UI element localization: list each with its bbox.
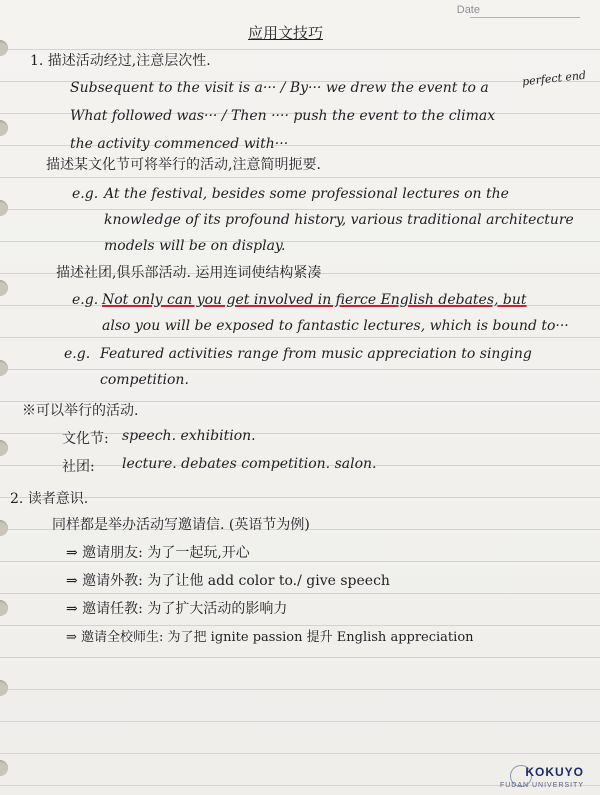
culture-label: 文化节: [62, 431, 109, 447]
eg1-line-a: At the festival, besides some professional lectures on the [104, 186, 509, 202]
notebook-brand: KOKUYO [525, 765, 584, 779]
section2-heading: 2. 读者意识. [10, 491, 89, 507]
eg3-label: e.g. [64, 346, 91, 362]
binder-hole [0, 120, 8, 136]
margin-note: perfect end [521, 68, 587, 89]
binder-hole [0, 360, 8, 376]
invite-item: ⇒ 邀请任教: 为了扩大活动的影响力 [66, 601, 288, 617]
binder-hole [0, 200, 8, 216]
eg1-line-b: knowledge of its profound history, various traditional architecture [104, 212, 574, 228]
eg3-line-a: Featured activities range from music appreciation to singing [100, 346, 532, 362]
section1-line3: the activity commenced with··· [70, 136, 289, 152]
binder-hole [0, 280, 8, 296]
section2-intro: 同样都是举办活动写邀请信. (英语节为例) [52, 517, 310, 533]
binder-hole [0, 40, 8, 56]
invite-item: ⇒ 邀请外教: 为了让他 add color to./ give speech [66, 573, 390, 589]
date-line [470, 17, 580, 18]
club-label: 社团: [62, 459, 95, 475]
eg3-line-b: competition. [100, 372, 189, 388]
section1-sub1: 描述某文化节可将举行的活动,注意简明扼要. [46, 157, 321, 173]
notebook-brand-sub: FUDAN UNIVERSITY [499, 782, 584, 789]
binder-hole [0, 600, 8, 616]
eg1-line-c: models will be on display. [104, 238, 286, 254]
culture-items: speech. exhibition. [122, 428, 256, 444]
binder-hole [0, 680, 8, 696]
date-label: Date [456, 4, 480, 16]
activities-note: ※可以举行的活动. [22, 403, 139, 419]
section1-sub2: 描述社团,俱乐部活动. 运用连词使结构紧凑 [56, 265, 322, 281]
binder-hole [0, 520, 8, 536]
invite-item: ⇒ 邀请全校师生: 为了把 ignite passion 提升 English appreciation [66, 630, 474, 645]
club-items: lecture. debates competition. salon. [122, 456, 377, 472]
binder-hole [0, 760, 8, 776]
section1-line2: What followed was··· / Then ···· push the event to the climax [70, 108, 496, 124]
binder-hole [0, 440, 8, 456]
eg2-label: e.g. [72, 292, 99, 308]
section1-line1: Subsequent to the visit is a··· / By··· we drew the event to a [70, 80, 489, 96]
page-title: 应用文技巧 [248, 24, 324, 42]
eg2-line-b: also you will be exposed to fantastic lectures, which is bound to··· [102, 318, 569, 334]
eg1-label: e.g. [72, 186, 99, 202]
eg2-line-a: Not only can you get involved in fierce English debates, but [102, 292, 527, 308]
invite-item: ⇒ 邀请朋友: 为了一起玩,开心 [66, 545, 250, 561]
section1-heading: 1. 描述活动经过,注意层次性. [30, 53, 211, 69]
binder-holes [0, 0, 16, 795]
